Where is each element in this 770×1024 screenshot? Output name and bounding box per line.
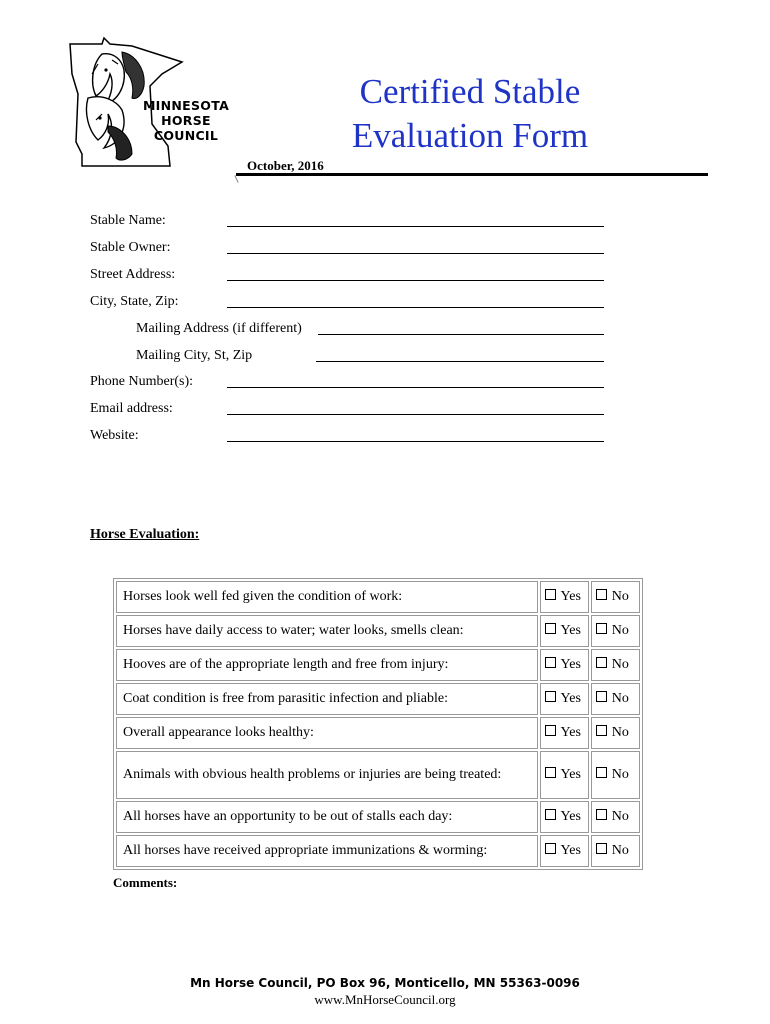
checkbox-icon[interactable] [545, 843, 556, 854]
horse-evaluation-heading: Horse Evaluation: [90, 527, 200, 542]
yes-label: Yes [560, 809, 581, 824]
yes-label: Yes [560, 725, 581, 740]
stable-name-line[interactable] [227, 226, 604, 227]
mailing-address-label: Mailing Address (if different) [136, 321, 302, 336]
checkbox-icon[interactable] [545, 725, 556, 736]
no-label: No [611, 809, 629, 824]
comments-label: Comments: [113, 875, 178, 890]
mailing-city-line[interactable] [316, 361, 604, 362]
stable-owner-label: Stable Owner: [90, 240, 171, 255]
yes-option[interactable] [540, 581, 589, 613]
no-option[interactable] [591, 751, 640, 799]
table-row [116, 801, 640, 833]
phone-line[interactable] [227, 387, 604, 388]
mailing-city-label: Mailing City, St, Zip [136, 348, 253, 363]
logo-line: COUNCIL [153, 128, 219, 143]
table-row [116, 751, 640, 799]
evaluation-question: All horses have received appropriate immunizations & worming: [116, 835, 538, 867]
checkbox-icon[interactable] [596, 843, 607, 854]
footer-website: www.MnHorseCouncil.org [314, 992, 456, 1007]
header-rule [236, 173, 708, 176]
checkbox-icon[interactable] [596, 809, 607, 820]
evaluation-question: Horses have daily access to water; water looks, smells clean: [116, 615, 538, 647]
email-line[interactable] [227, 414, 604, 415]
checkbox-icon[interactable] [596, 623, 607, 634]
rule-mark [234, 175, 238, 183]
no-option[interactable] [591, 649, 640, 681]
table-row [116, 683, 640, 715]
no-label: No [611, 623, 629, 638]
evaluation-question: Horses look well fed given the condition of work: [116, 581, 538, 613]
checkbox-icon[interactable] [545, 691, 556, 702]
evaluation-question: Coat condition is free from parasitic infection and pliable: [116, 683, 538, 715]
footer [0, 975, 770, 1008]
yes-label: Yes [560, 767, 581, 782]
yes-label: Yes [560, 657, 581, 672]
yes-label: Yes [560, 589, 581, 604]
footer-address: Mn Horse Council, PO Box 96, Monticello, MN 55363-0096 [190, 976, 580, 990]
evaluation-question: Animals with obvious health problems or injuries are being treated: [116, 751, 538, 799]
title-line-1: Certified Stable [359, 72, 581, 111]
no-label: No [611, 589, 629, 604]
checkbox-icon[interactable] [545, 809, 556, 820]
evaluation-question: Overall appearance looks healthy: [116, 717, 538, 749]
checkbox-icon[interactable] [596, 691, 607, 702]
logo-line: MINNESOTA [142, 98, 230, 113]
checkbox-icon[interactable] [596, 725, 607, 736]
yes-option[interactable] [540, 683, 589, 715]
checkbox-icon[interactable] [545, 589, 556, 600]
phone-label: Phone Number(s): [90, 374, 194, 389]
no-option[interactable] [591, 581, 640, 613]
table-row [116, 649, 640, 681]
form-title [300, 70, 640, 158]
yes-option[interactable] [540, 801, 589, 833]
yes-option[interactable] [540, 751, 589, 799]
checkbox-icon[interactable] [596, 767, 607, 778]
no-label: No [611, 767, 629, 782]
checkbox-icon[interactable] [596, 589, 607, 600]
yes-label: Yes [560, 691, 581, 706]
table-row [116, 615, 640, 647]
no-option[interactable] [591, 717, 640, 749]
stable-owner-line[interactable] [227, 253, 604, 254]
street-address-line[interactable] [227, 280, 604, 281]
street-address-label: Street Address: [90, 267, 176, 282]
no-option[interactable] [591, 835, 640, 867]
title-line-2: Evaluation Form [351, 116, 589, 155]
yes-option[interactable] [540, 717, 589, 749]
logo-line: HORSE [161, 113, 211, 128]
checkbox-icon[interactable] [545, 623, 556, 634]
no-option[interactable] [591, 615, 640, 647]
email-label: Email address: [90, 401, 173, 416]
form-date: October, 2016 [247, 158, 324, 173]
no-label: No [611, 725, 629, 740]
mailing-address-line[interactable] [318, 334, 604, 335]
checkbox-icon[interactable] [596, 657, 607, 668]
logo-text [130, 98, 242, 143]
table-row [116, 717, 640, 749]
no-option[interactable] [591, 801, 640, 833]
no-label: No [611, 691, 629, 706]
yes-option[interactable] [540, 835, 589, 867]
yes-label: Yes [560, 623, 581, 638]
website-label: Website: [90, 428, 139, 443]
checkbox-icon[interactable] [545, 657, 556, 668]
evaluation-question: All horses have an opportunity to be out of stalls each day: [116, 801, 538, 833]
table-row [116, 835, 640, 867]
evaluation-question: Hooves are of the appropriate length and free from injury: [116, 649, 538, 681]
city-state-zip-label: City, State, Zip: [90, 294, 179, 309]
minnesota-horse-council-logo [62, 34, 242, 174]
yes-option[interactable] [540, 615, 589, 647]
no-option[interactable] [591, 683, 640, 715]
stable-name-label: Stable Name: [90, 213, 166, 228]
checkbox-icon[interactable] [545, 767, 556, 778]
city-state-zip-line[interactable] [227, 307, 604, 308]
yes-option[interactable] [540, 649, 589, 681]
website-line[interactable] [227, 441, 604, 442]
yes-label: Yes [560, 843, 581, 858]
no-label: No [611, 843, 629, 858]
no-label: No [611, 657, 629, 672]
horse-evaluation-table [113, 578, 643, 870]
table-row [116, 581, 640, 613]
